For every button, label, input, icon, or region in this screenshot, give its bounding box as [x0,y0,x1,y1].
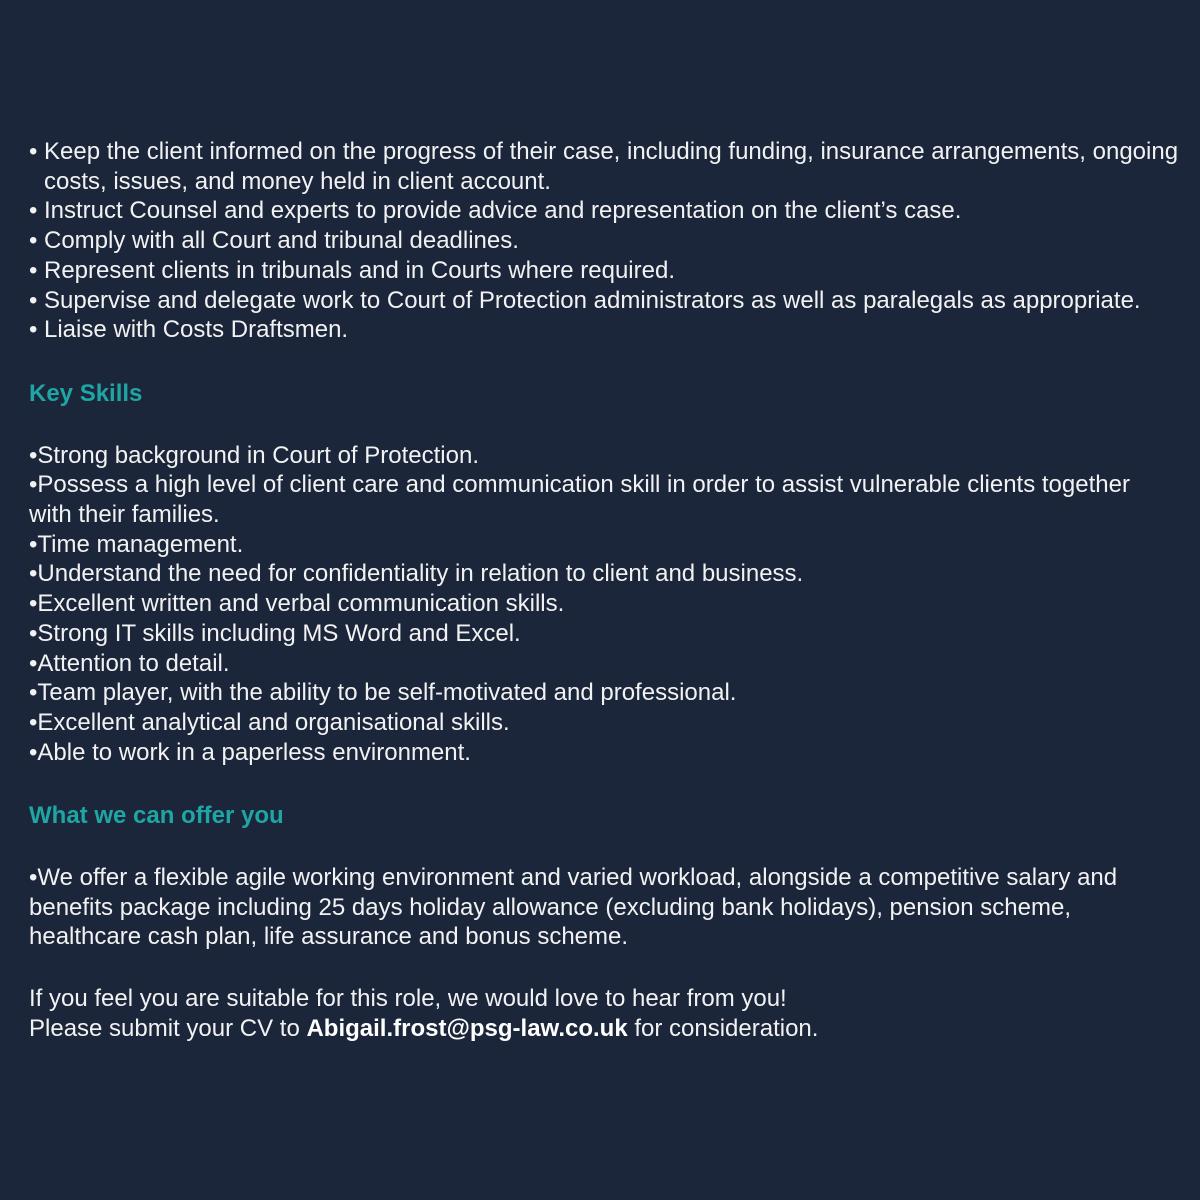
list-item: • Instruct Counsel and experts to provide advice and representation on the client’s case. [29,197,962,225]
list-item: •Understand the need for confidentiality in relation to client and business. [29,560,804,588]
list-item: • Supervise and delegate work to Court of Protection administrators as well as paralegals as appropriate. [29,286,1141,314]
bullet: • [29,138,38,165]
submit-cv-line: Please submit your CV to Abigail.frost@psg-law.co.uk for consideration. [29,1014,819,1042]
offer-heading: What we can offer you [29,802,284,830]
key-skills-list [29,441,1179,768]
list-item: •Strong background in Court of Protection. [29,441,479,469]
list-item: •Strong IT skills including MS Word and Excel. [29,619,521,647]
bullet: • [29,197,38,225]
list-item: • Keep the client informed on the progress of their case, including funding, insurance arrangements, ongoing costs, issues, and money held in client account. [29,138,1179,195]
bullet: • [29,227,38,255]
list-item: • Represent clients in tribunals and in Courts where required. [29,256,675,284]
key-skills-heading: Key Skills [29,379,143,407]
duties-list [29,137,1179,345]
list-item: •Able to work in a paperless environment. [29,738,471,766]
email-address: Abigail.frost@psg-law.co.uk [306,1014,628,1042]
bullet: • [29,316,38,344]
job-advert-content [29,137,1179,1044]
list-item: •Possess a high level of client care and communication skill in order to assist vulnerable clients together with their families. [29,471,1130,529]
list-item: • Comply with all Court and tribunal deadlines. [29,227,519,255]
list-item: •Excellent analytical and organisational skills. [29,708,510,736]
closing-message [29,984,1179,1043]
bullet: • [29,256,38,284]
list-item: •Time management. [29,530,244,558]
list-item: •Excellent written and verbal communication skills. [29,590,565,618]
list-item: •Attention to detail. [29,649,230,677]
bullet: • [29,286,38,314]
closing-line: If you feel you are suitable for this role, we would love to hear from you! [29,985,787,1013]
list-item: •Team player, with the ability to be self-motivated and professional. [29,679,737,707]
offer-text: •We offer a flexible agile working environment and varied workload, alongside a competitive salary and benefits package including 25 days holiday allowance (excluding bank holidays), pension scheme, healthcare cash plan, life assurance and bonus scheme. [29,864,1118,951]
list-item: • Liaise with Costs Draftsmen. [29,316,349,344]
